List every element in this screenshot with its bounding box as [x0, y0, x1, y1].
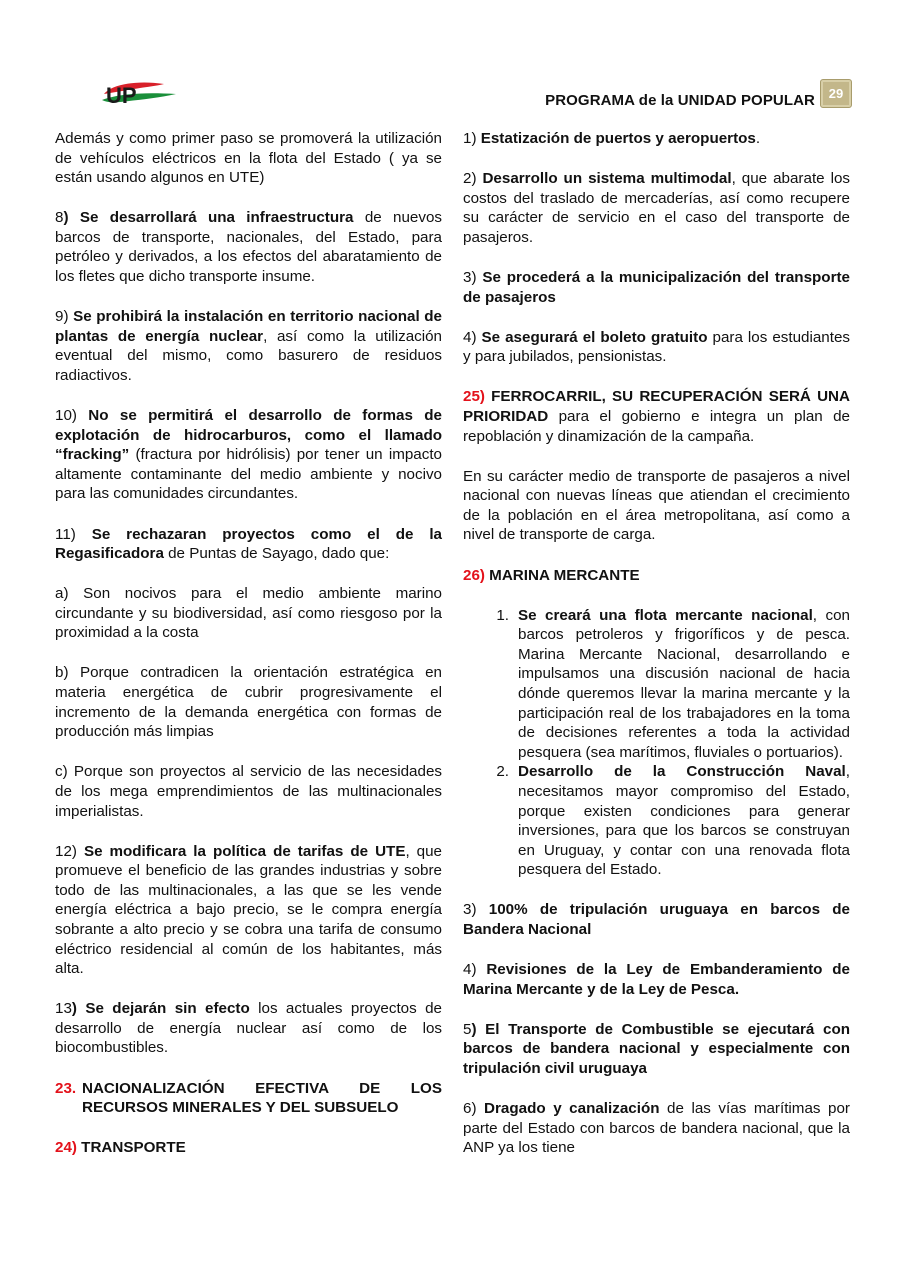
paragraph-item-10: [55, 406, 442, 504]
header-title: PROGRAMA de la UNIDAD POPULAR: [545, 92, 815, 109]
section-heading-25: [463, 387, 850, 446]
paragraph-item-a: a) Son nocivos para el medio ambiente marino circundante y su biodiversidad, así como riesgoso por la proximidad a la costa: [55, 585, 442, 642]
section-title: FERROCARRIL, SU RECUPERACIÓN SERÁ UNA PRIORIDAD: [463, 388, 850, 425]
item-number: 3): [463, 268, 483, 286]
item-number: 2): [463, 170, 483, 188]
list-rest: , con barcos petroleros y frigoríficos y de pesca. Marina Mercante Nacional, desarrollando e impulsamos una discusión nacional de hacia dónde queremos llevar la marina mercante y la participación real de los trabajadores en la toma de decisiones referentes a toda la actividad pesquera (sea marítimos, fluviales o portuarios).: [518, 606, 850, 761]
list-text: [518, 606, 850, 763]
section-heading-26: [463, 566, 850, 586]
section-heading-24: [55, 1138, 442, 1158]
item-bold: ) Se dejarán sin efecto: [71, 1000, 250, 1018]
paragraph-r3: [463, 268, 850, 307]
paragraph-item-8: [55, 208, 442, 286]
item-text: los actuales proyectos de desarrollo de energía nuclear así como de los biocombustibles.: [55, 1000, 442, 1057]
paragraph-r1: [463, 129, 850, 149]
list-item: [463, 762, 850, 880]
list-number: 2.: [496, 763, 509, 781]
section-title: MARINA MERCANTE: [484, 566, 640, 584]
section-number: 23.: [55, 1079, 77, 1097]
item-bold: Se rechazaran proyectos como el de la Regasificadora: [55, 525, 442, 563]
paragraph-item-9: [55, 307, 442, 385]
section-text: para el gobierno e integra un plan de repoblación y dinamización de la campaña.: [463, 407, 850, 445]
list-number: 1.: [496, 606, 509, 624]
item-number: 3): [463, 901, 489, 919]
section-heading-23: [55, 1079, 442, 1118]
item-bold: Se modificara la política de tarifas de UTE: [83, 842, 406, 860]
item-bold: Se asegurará el boleto gratuito: [481, 328, 708, 346]
item-text: , que promueve el beneficio de las grandes industrias y sobre todo de las multinacionales, a las que se les vende energía eléctrica a bajo precio, se le compra energía sobrante a alto precio y se cobra una tarifa de consumo eléctrico residencial al común de los habitantes, más alta.: [55, 842, 442, 978]
paragraph-r6: [463, 1099, 850, 1158]
list-item: [463, 606, 850, 763]
section-number: 26): [463, 566, 485, 584]
item-bold: Se prohibirá la instalación en territorio nacional de plantas de energía nuclear: [55, 308, 442, 345]
item-number: 4): [463, 961, 487, 979]
item-number: 13: [55, 1000, 72, 1018]
item-number: 12): [55, 842, 84, 860]
list-bold: Se creará una flota mercante nacional: [518, 606, 813, 624]
item-text: de las vías marítimas por parte del Estado con barcos de bandera nacional, que la ANP ya los tiene: [463, 1100, 850, 1157]
paragraph-r4: [463, 328, 850, 367]
paragraph-electric-vehicles: Además y como primer paso se promoverá la utilización de vehículos eléctricos en la flota del Estado ( ya se están usando algunos en UTE): [55, 130, 442, 187]
item-bold: Desarrollo un sistema multimodal: [482, 170, 732, 188]
item-number: 10): [55, 407, 89, 425]
marina-mercante-list: [463, 606, 850, 880]
section-title: TRANSPORTE: [76, 1139, 186, 1157]
item-number: 1): [463, 130, 481, 147]
paragraph-item-11: [55, 525, 442, 564]
item-bold: 100% de tripulación uruguaya en barcos de Bandera Nacional: [463, 901, 850, 938]
item-number: 4): [463, 328, 482, 346]
item-bold: Se procederá a la municipalización del transporte de pasajeros: [463, 268, 850, 306]
item-number: 11): [55, 525, 92, 543]
paragraph-item-13: [55, 999, 442, 1058]
section-number: 25): [463, 388, 485, 406]
item-number: 5: [463, 1020, 472, 1038]
list-text: [518, 762, 850, 880]
paragraph-r5: [463, 1020, 850, 1079]
item-number: 6): [463, 1100, 485, 1118]
page-number-badge: 29: [820, 79, 852, 108]
up-logo: [98, 78, 180, 110]
item-bold: Estatización de puertos y aeropuertos: [480, 130, 756, 147]
list-bold: Desarrollo de la Construcción Naval: [518, 763, 846, 781]
section-number: 24): [55, 1139, 77, 1157]
paragraph-r3b: [463, 900, 850, 939]
item-bold: ) Se desarrollará una infraestructura: [63, 209, 354, 227]
right-column: [463, 129, 850, 1178]
paragraph-item-12: [55, 842, 442, 979]
item-text: (fractura por hidrólisis) por tener un impacto altamente contaminante del medio ambiente y nocivo para las comunidades circundantes.: [55, 446, 442, 503]
list-rest: , necesitamos mayor compromiso del Estado, porque existen condiciones para generar inversiones, para que los barcos se construyan en Uruguay, y contar con una renovada flota pesquera del Estado.: [518, 763, 850, 879]
item-number: 8: [55, 209, 64, 227]
page-header: [0, 0, 906, 120]
item-number: 9): [55, 308, 74, 326]
item-text: .: [755, 130, 761, 147]
item-text: para los estudiantes y para jubilados, pensionistas.: [463, 328, 850, 366]
paragraph-r2: [463, 169, 850, 247]
paragraph-r4b: [463, 960, 850, 999]
item-text: de Puntas de Sayago, dado que:: [163, 545, 390, 563]
item-text: , que abarate los costos del traslado de mercaderías, así como recupere su carácter de servicio en el caso del transporte de pasajeros.: [463, 170, 850, 246]
logo-text: UP: [106, 83, 137, 108]
paragraph-item-c: c) Porque son proyectos al servicio de las necesidades de los mega emprendimientos de las multinacionales imperialistas.: [55, 763, 442, 820]
item-text: , así como la utilización eventual del mismo, como basurero de residuos radiactivos.: [55, 327, 442, 384]
item-text: de nuevos barcos de transporte, nacionales, del Estado, para petróleo y derivados, a los efectos del abaratamiento de los fletes que dicho transporte insume.: [55, 209, 442, 286]
paragraph-item-b: b) Porque contradicen la orientación estratégica en materia energética de cubrir progresivamente el incremento de la demanda energética con formas de producción más limpias: [55, 664, 442, 741]
item-bold: Revisiones de la Ley de Embanderamiento de Marina Mercante y de la Ley de Pesca.: [463, 961, 850, 998]
section-title: NACIONALIZACIÓN EFECTIVA DE LOS RECURSOS MINERALES Y DEL SUBSUELO: [82, 1079, 442, 1117]
item-bold: ) El Transporte de Combustible se ejecutará con barcos de bandera nacional y especialmente con tripulación civil uruguaya: [463, 1020, 850, 1077]
paragraph-transport-medium: En su carácter medio de transporte de pasajeros a nivel nacional con nuevas líneas que atiendan el crecimiento de la población en el área metropolitana, así como a nivel de transporte de carga.: [463, 467, 850, 544]
item-bold: No se permitirá el desarrollo de formas de explotación de hidrocarburos, como el llamado “fracking”: [55, 407, 442, 464]
left-column: [55, 129, 442, 1178]
item-bold: Dragado y canalización: [484, 1100, 660, 1118]
